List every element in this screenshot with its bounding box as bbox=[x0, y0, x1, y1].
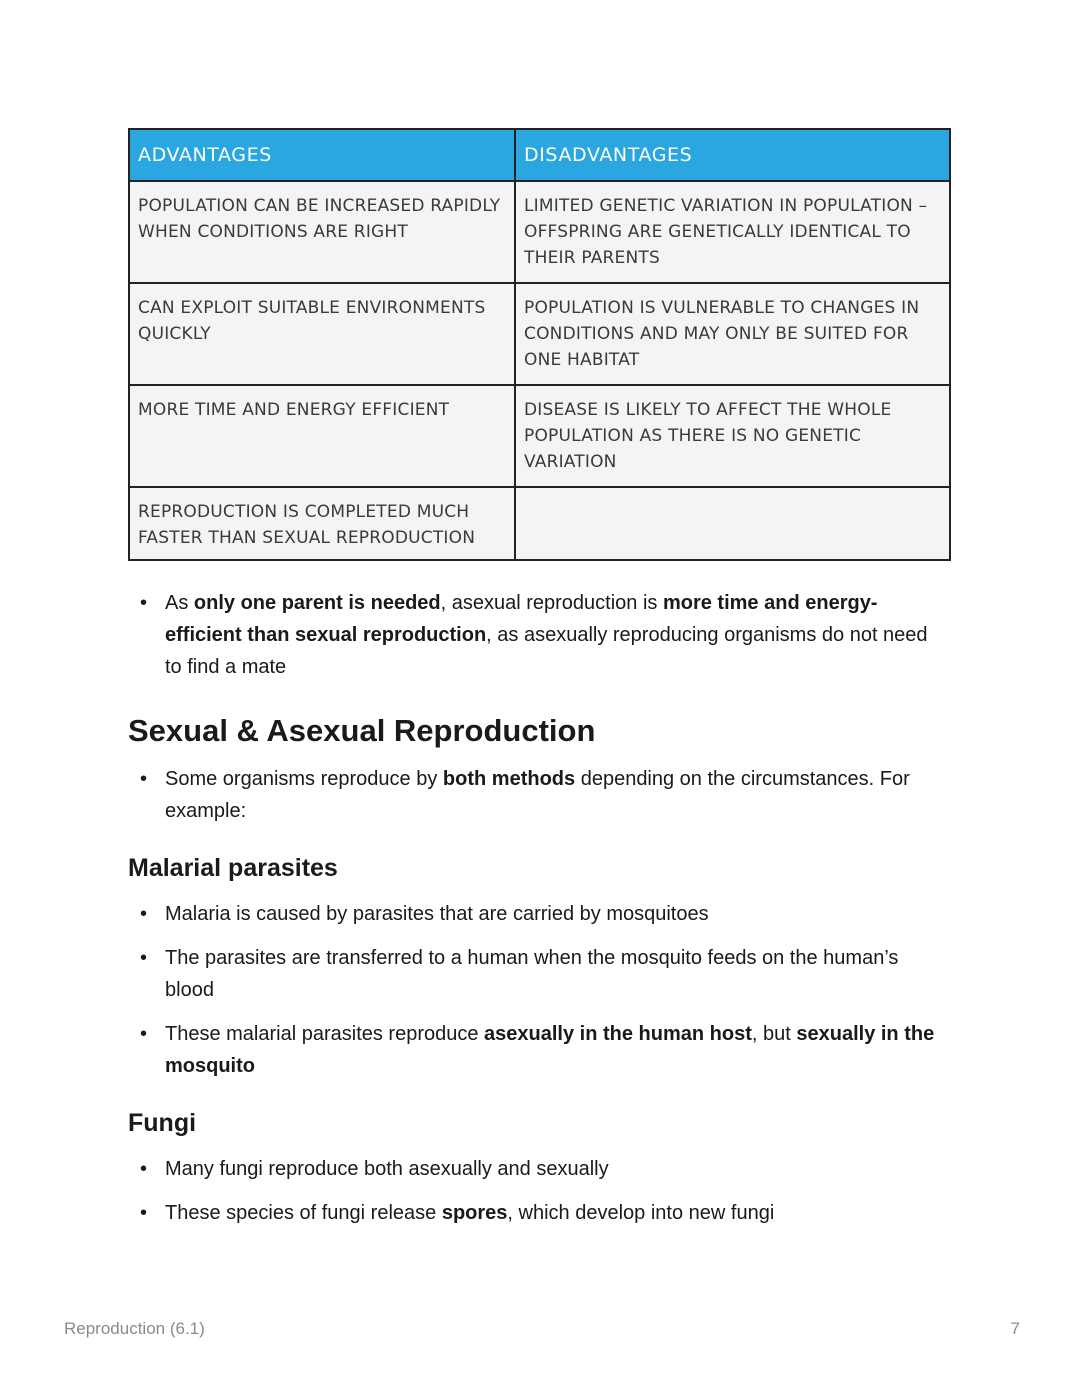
bold-text: both methods bbox=[442, 768, 576, 790]
list-item bbox=[140, 763, 940, 827]
table-cell: POPULATION IS VULNERABLE TO CHANGES IN CONDITIONS AND MAY ONLY BE SUITED FOR ONE HABITAT bbox=[515, 283, 950, 385]
table-cell: MORE TIME AND ENERGY EFFICIENT bbox=[129, 385, 515, 487]
text: , as asexually reproducing organisms do not need to find a mate bbox=[165, 624, 928, 678]
text: Some organisms reproduce by bbox=[165, 768, 443, 790]
table-row bbox=[129, 385, 950, 487]
table-header-row bbox=[129, 129, 950, 181]
fungi-bullet-list bbox=[140, 1153, 940, 1241]
table-row bbox=[129, 181, 950, 283]
energy-bullet-list bbox=[140, 587, 940, 695]
malaria-bullet-list bbox=[140, 898, 940, 1094]
footer-page-number: 7 bbox=[1010, 1319, 1020, 1338]
table-cell: DISEASE IS LIKELY TO AFFECT THE WHOLE POPULATION AS THERE IS NO GENETIC VARIATION bbox=[515, 385, 950, 487]
text: As bbox=[165, 592, 194, 614]
list-item bbox=[140, 1197, 940, 1229]
table-row bbox=[129, 283, 950, 385]
section-bullet-list bbox=[140, 763, 940, 839]
table-cell bbox=[515, 487, 950, 560]
list-item bbox=[140, 1018, 940, 1082]
text: , asexual reproduction is bbox=[440, 592, 663, 614]
table-cell: REPRODUCTION IS COMPLETED MUCH FASTER THAN SEXUAL REPRODUCTION bbox=[129, 487, 515, 560]
footer-chapter-label: Reproduction (6.1) bbox=[64, 1319, 205, 1338]
fungi-heading: Fungi bbox=[128, 1109, 197, 1137]
bold-text: more time and energy-efficient than sexual reproduction bbox=[165, 592, 878, 646]
table-cell: CAN EXPLOIT SUITABLE ENVIRONMENTS QUICKLY bbox=[129, 283, 515, 385]
header-advantages: ADVANTAGES bbox=[129, 129, 515, 181]
text: , which develop into new fungi bbox=[507, 1202, 775, 1224]
list-item bbox=[140, 587, 940, 683]
list-item: • Many fungi reproduce both asexually and sexually bbox=[140, 1153, 940, 1185]
text: These species of fungi release bbox=[165, 1202, 442, 1224]
bold-text: asexually in the human host bbox=[484, 1023, 752, 1045]
table-cell: LIMITED GENETIC VARIATION IN POPULATION – OFFSPRING ARE GENETICALLY IDENTICAL TO THEIR PARENTS bbox=[515, 181, 950, 283]
list-item: • Malaria is caused by parasites that are carried by mosquitoes bbox=[140, 898, 940, 930]
list-item: • The parasites are transferred to a human when the mosquito feeds on the human’s blood bbox=[140, 942, 940, 1006]
bold-text: only one parent is needed bbox=[193, 592, 441, 614]
text: , but bbox=[751, 1023, 797, 1045]
section-heading: Sexual & Asexual Reproduction bbox=[128, 713, 596, 748]
malaria-heading: Malarial parasites bbox=[128, 854, 338, 882]
table-cell: POPULATION CAN BE INCREASED RAPIDLY WHEN CONDITIONS ARE RIGHT bbox=[129, 181, 515, 283]
bold-text: sexually in the mosquito bbox=[165, 1023, 935, 1077]
header-disadvantages: DISADVANTAGES bbox=[515, 129, 950, 181]
advantages-disadvantages-table bbox=[128, 128, 951, 561]
bold-text: spores bbox=[441, 1202, 508, 1224]
text: These malarial parasites reproduce bbox=[165, 1023, 485, 1045]
text: depending on the circumstances. For example: bbox=[165, 768, 910, 822]
table-row bbox=[129, 487, 950, 560]
